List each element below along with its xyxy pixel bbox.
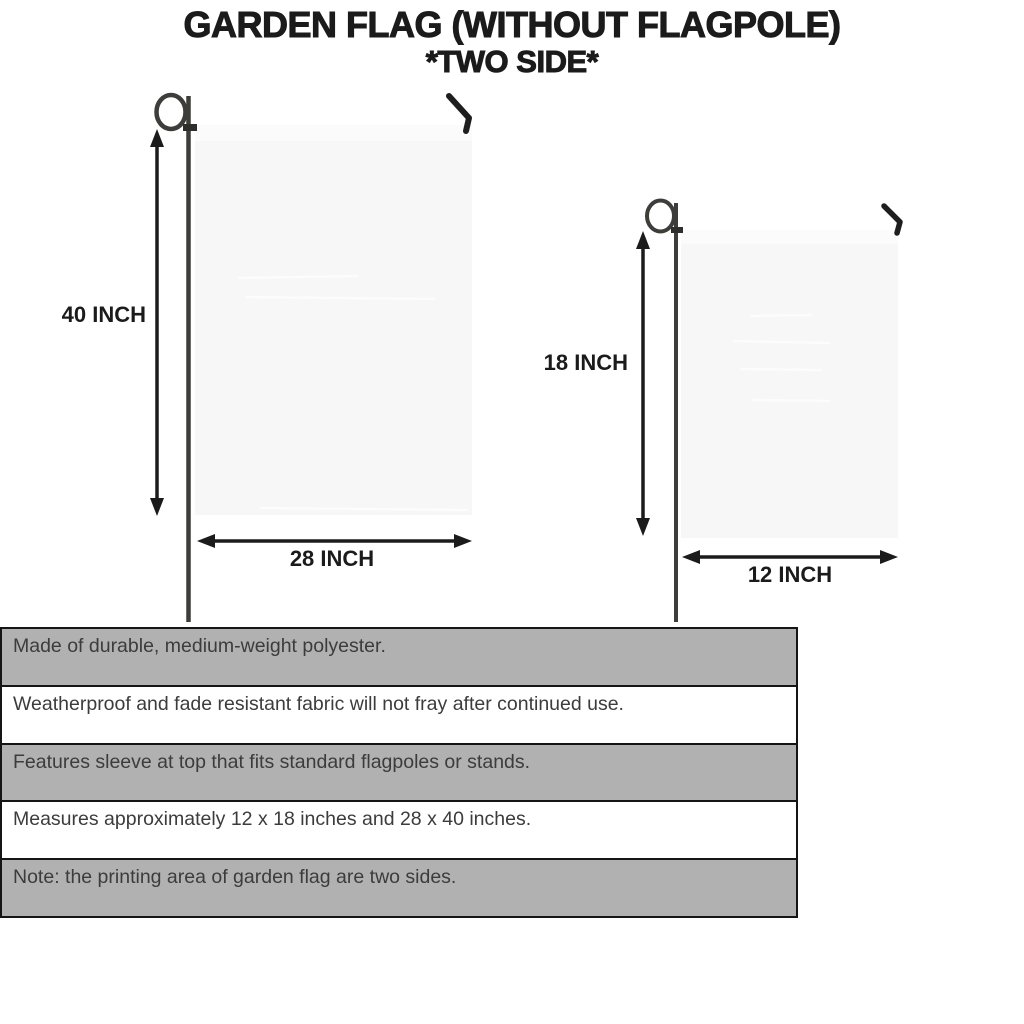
page-subtitle: *TWO SIDE* xyxy=(425,43,599,79)
large-flag-height-arrow xyxy=(150,129,164,516)
small-flag-canvas xyxy=(681,230,898,538)
feature-text: Features sleeve at top that fits standard flagpoles or stands. xyxy=(13,750,531,773)
small-flag-width-label: 12 INCH xyxy=(747,562,833,587)
small-flag-height-arrow xyxy=(636,231,650,536)
feature-row xyxy=(2,743,796,801)
feature-row xyxy=(2,629,796,685)
feature-row xyxy=(2,800,796,858)
small-flag-hook xyxy=(884,206,900,233)
page-title: GARDEN FLAG (WITHOUT FLAGPOLE) xyxy=(183,4,841,45)
small-flag-sleeve xyxy=(681,230,898,244)
feature-text: Measures approximately 12 x 18 inches and 28 x 40 inches. xyxy=(13,808,532,831)
fabric-wrinkle xyxy=(740,369,822,370)
feature-row xyxy=(2,685,796,743)
large-flag-height-label: 40 INCH xyxy=(61,302,146,327)
feature-row xyxy=(2,858,796,916)
feature-text: Note: the printing area of garden flag are two sides. xyxy=(13,866,457,889)
large-flag-sleeve xyxy=(195,125,472,141)
small-flag-group xyxy=(636,201,900,623)
large-flag-width-label: 28 INCH xyxy=(289,546,375,571)
small-flag-height-label: 18 INCH xyxy=(543,350,628,375)
large-flagpole-loop xyxy=(157,95,186,129)
feature-text: Weatherproof and fade resistant fabric will not fray after continued use. xyxy=(13,692,624,715)
large-flag-canvas xyxy=(195,125,472,515)
small-flagpole-loop xyxy=(647,201,674,232)
fabric-wrinkle xyxy=(752,400,830,401)
fabric-wrinkle xyxy=(750,315,812,316)
features-table xyxy=(0,627,798,918)
feature-text: Made of durable, medium-weight polyester. xyxy=(13,635,386,657)
large-flag-group xyxy=(150,95,472,622)
